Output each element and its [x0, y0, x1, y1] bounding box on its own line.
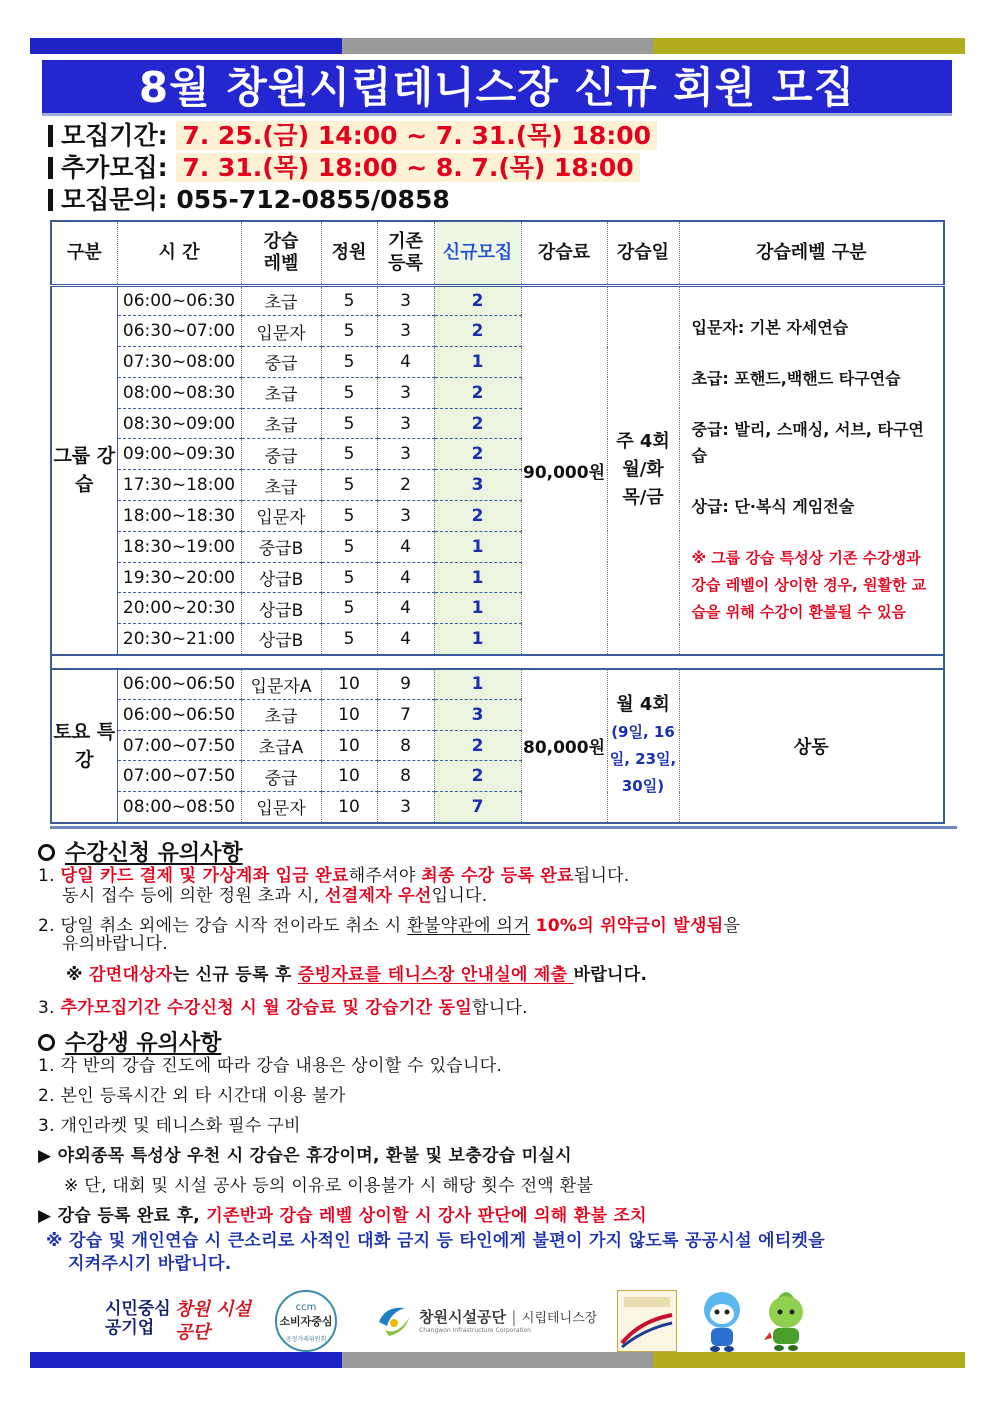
table-cell: 3 [377, 285, 434, 316]
table-cell: 중급 [241, 761, 321, 792]
notice-2-cont: 유의바랍니다. [62, 934, 169, 954]
table-cell: 4 [377, 624, 434, 655]
table-cell: 3 [377, 792, 434, 823]
table-cell: 9 [377, 669, 434, 700]
table-cell: 18:30~19:00 [117, 531, 241, 562]
table-cell: 4 [377, 531, 434, 562]
rain-note: ▶ 야외종목 특성상 우천 시 강습은 휴강이며, 환불 및 보충강습 미실시 [38, 1146, 572, 1166]
category-cell: 그룹 강습 [51, 285, 117, 655]
table-cell: 초급 [241, 377, 321, 408]
table-cell: 초급A [241, 730, 321, 761]
table-row [51, 669, 944, 700]
table-cell: 4 [377, 347, 434, 378]
table-cell: 3 [377, 377, 434, 408]
table-cell: 3 [377, 408, 434, 439]
table-cell: 5 [321, 624, 377, 655]
info-contact: 모집문의: 055-712-0855/0858 [48, 184, 450, 216]
table-cell: 5 [321, 285, 377, 316]
days-cell: 주 4회 월/화 목/금 [607, 285, 679, 655]
refund-note: ▶ 강습 등록 완료 후, 기존반과 강습 레벨 상이할 시 강사 판단에 의해 환불 조치 [38, 1206, 647, 1226]
notice-1-cont: 동시 접수 등에 의한 정원 초과 시, 선결제자 우선입니다. [62, 886, 488, 906]
table-cell: 20:30~21:00 [117, 624, 241, 655]
corporation-logo: 창원시설공단 | 시립테니스장 Changwon Infrastructure Corporation [375, 1300, 590, 1340]
info-extra: 추가모집: 7. 31.(목) 18:00 ~ 8. 7.(목) 18:00 [48, 152, 640, 184]
table-cell: 5 [321, 408, 377, 439]
level-note: ※ 그룹 강습 특성상 기존 수강생과 강습 레벨이 상이한 경우, 원활한 교습을 위해 수강이 환불될 수 있음 [691, 548, 927, 621]
table-cell: 06:00~06:30 [117, 285, 241, 316]
table-cell: 10 [321, 669, 377, 700]
table-header [51, 221, 944, 285]
table-cell: 20:00~20:30 [117, 593, 241, 624]
table-cell: 입문자A [241, 669, 321, 700]
header-cell: 신규모집 [434, 221, 521, 285]
table-cell: 1 [434, 669, 521, 700]
level-description-cell: 입문자: 기본 자세연습 초급: 포핸드,백핸드 타구연습 중급: 발리, 스매싱, 서브, 타구연습 상급: 단·복식 게임전술 ※ 그룹 강습 특성상 기존 수강생과 강습 레벨이 상이한 경우, 원활한 교습을 위해 수강이 환불될 수 있음 [679, 285, 944, 655]
student-note-1: 1. 각 반의 강습 진도에 따라 강습 내용은 상이할 수 있습니다. [38, 1056, 503, 1076]
table-cell: 5 [321, 562, 377, 593]
bullet-bar [48, 189, 53, 211]
table-cell: 18:00~18:30 [117, 501, 241, 532]
table-cell: 10 [321, 792, 377, 823]
table-cell: 5 [321, 531, 377, 562]
table-cell: 1 [434, 593, 521, 624]
table-cell: 초급 [241, 285, 321, 316]
table-cell: 입문자 [241, 316, 321, 347]
circle-bullet-icon [38, 1034, 55, 1051]
table-cell: 8 [377, 761, 434, 792]
table-cell: 06:00~06:50 [117, 669, 241, 700]
table-cell: 2 [434, 285, 521, 316]
category-cell: 토요 특강 [51, 669, 117, 823]
table-cell: 2 [434, 377, 521, 408]
logo-row [0, 1280, 992, 1360]
table-cell: 3 [434, 470, 521, 501]
table-cell: 초급 [241, 408, 321, 439]
ccm-badge-icon: ccm 소비자중심 공정거래위원회 [275, 1290, 337, 1352]
page-title: 8월 창원시립테니스장 신규 회원 모집 [42, 60, 952, 116]
table-cell: 4 [377, 562, 434, 593]
table-row [51, 285, 944, 316]
table-cell: 상급B [241, 624, 321, 655]
table-cell: 06:30~07:00 [117, 316, 241, 347]
table-cell: 2 [434, 408, 521, 439]
bullet-bar [48, 125, 53, 147]
table-divider [51, 655, 944, 669]
fee-cell: 80,000원 [521, 669, 607, 823]
table-cell: 08:00~08:50 [117, 792, 241, 823]
level-description-cell: 상동 [679, 669, 944, 823]
table-cell: 2 [434, 316, 521, 347]
table-cell: 08:00~08:30 [117, 377, 241, 408]
table-cell: 7 [377, 699, 434, 730]
mascot-green-icon [760, 1288, 812, 1352]
header-cell: 구분 [51, 221, 117, 285]
table-cell: 06:00~06:50 [117, 699, 241, 730]
etiquette-note: ※ 강습 및 개인연습 시 큰소리로 사적인 대화 금지 등 타인에게 불편이 가지 않도록 공공시설 에티켓을 [46, 1231, 825, 1251]
header-cell: 기존 등록 [377, 221, 434, 285]
table-cell: 5 [321, 470, 377, 501]
table-cell: 3 [377, 439, 434, 470]
rain-subnote: ※ 단, 대회 및 시설 공사 등의 이유로 이용불가 시 해당 횟수 전액 환불 [64, 1176, 594, 1196]
schedule-table [50, 220, 945, 824]
table-cell: 2 [434, 439, 521, 470]
student-note-3: 3. 개인라켓 및 테니스화 필수 구비 [38, 1116, 301, 1136]
table-cell: 07:30~08:00 [117, 347, 241, 378]
notice-1: 1. 당일 카드 결제 및 가상계좌 입금 완료해주셔야 최종 수강 등록 완료됩니다. [38, 866, 630, 886]
table-cell: 08:30~09:00 [117, 408, 241, 439]
table-cell: 8 [377, 730, 434, 761]
table-cell: 09:00~09:30 [117, 439, 241, 470]
table-cell: 5 [321, 593, 377, 624]
table-cell: 2 [434, 501, 521, 532]
table-cell: 07:00~07:50 [117, 730, 241, 761]
student-note-2: 2. 본인 등록시간 외 타 시간대 이용 불가 [38, 1086, 346, 1106]
table-cell: 입문자 [241, 792, 321, 823]
info-period: 모집기간: 7. 25.(금) 14:00 ~ 7. 31.(목) 18:00 [48, 120, 657, 152]
header-cell: 시 간 [117, 221, 241, 285]
table-cell: 3 [434, 699, 521, 730]
header-cell: 강습레벨 구분 [679, 221, 944, 285]
table-cell: 1 [434, 624, 521, 655]
table-cell: 10 [321, 730, 377, 761]
days-cell: 월 4회 (9일, 16일, 23일, 30일) [607, 669, 679, 823]
notice-2: 2. 당일 취소 외에는 강습 시작 전이라도 취소 시 환불약관에 의거 10%의 위약금이 발생됨을 [38, 916, 741, 936]
table-cell: 7 [434, 792, 521, 823]
table-cell: 입문자 [241, 501, 321, 532]
table-cell: 중급 [241, 347, 321, 378]
table-cell: 초급 [241, 699, 321, 730]
table-bottom-line [50, 826, 957, 829]
table-cell: 10 [321, 761, 377, 792]
table-cell: 초급 [241, 470, 321, 501]
table-cell: 5 [321, 501, 377, 532]
table-cell: 상급B [241, 562, 321, 593]
etiquette-note-cont: 지켜주시기 바랍니다. [68, 1254, 232, 1274]
header-cell: 강습일 [607, 221, 679, 285]
header-cell: 강습 레벨 [241, 221, 321, 285]
header-cell: 정원 [321, 221, 377, 285]
header-cell: 강습료 [521, 221, 607, 285]
table-cell: 1 [434, 562, 521, 593]
notice-exemption: ※ 감면대상자는 신규 등록 후 증빙자료를 테니스장 안내실에 제출 바랍니다. [66, 965, 648, 985]
citizen-centered-logo: 시민중심 공기업 창원 시설공단 [105, 1299, 251, 1343]
table-cell: 1 [434, 347, 521, 378]
corporation-emblem-icon [375, 1300, 413, 1340]
table-cell: 5 [321, 439, 377, 470]
table-cell: 1 [434, 531, 521, 562]
table-cell: 5 [321, 377, 377, 408]
table-cell: 상급B [241, 593, 321, 624]
table-cell: 10 [321, 699, 377, 730]
bullet-bar [48, 157, 53, 179]
table-cell: 2 [434, 761, 521, 792]
notice-3: 3. 추가모집기간 수강신청 시 월 강습료 및 강습기간 동일합니다. [38, 998, 528, 1018]
circle-bullet-icon [38, 844, 55, 861]
table-cell: 중급 [241, 439, 321, 470]
table-cell: 중급B [241, 531, 321, 562]
section-title-registration: 수강신청 유의사항 [38, 836, 243, 867]
mascot-blue-icon [697, 1288, 747, 1352]
table-cell: 3 [377, 316, 434, 347]
table-cell: 17:30~18:00 [117, 470, 241, 501]
section-title-student: 수강생 유의사항 [38, 1026, 221, 1057]
table-cell: 07:00~07:50 [117, 761, 241, 792]
table-cell: 5 [321, 347, 377, 378]
table-cell: 2 [377, 470, 434, 501]
certification-mark-icon [617, 1290, 677, 1352]
table-cell: 4 [377, 593, 434, 624]
fee-cell: 90,000원 [521, 285, 607, 655]
table-cell: 5 [321, 316, 377, 347]
table-cell: 19:30~20:00 [117, 562, 241, 593]
table-cell: 3 [377, 501, 434, 532]
table-cell: 2 [434, 730, 521, 761]
top-stripe [30, 38, 965, 54]
